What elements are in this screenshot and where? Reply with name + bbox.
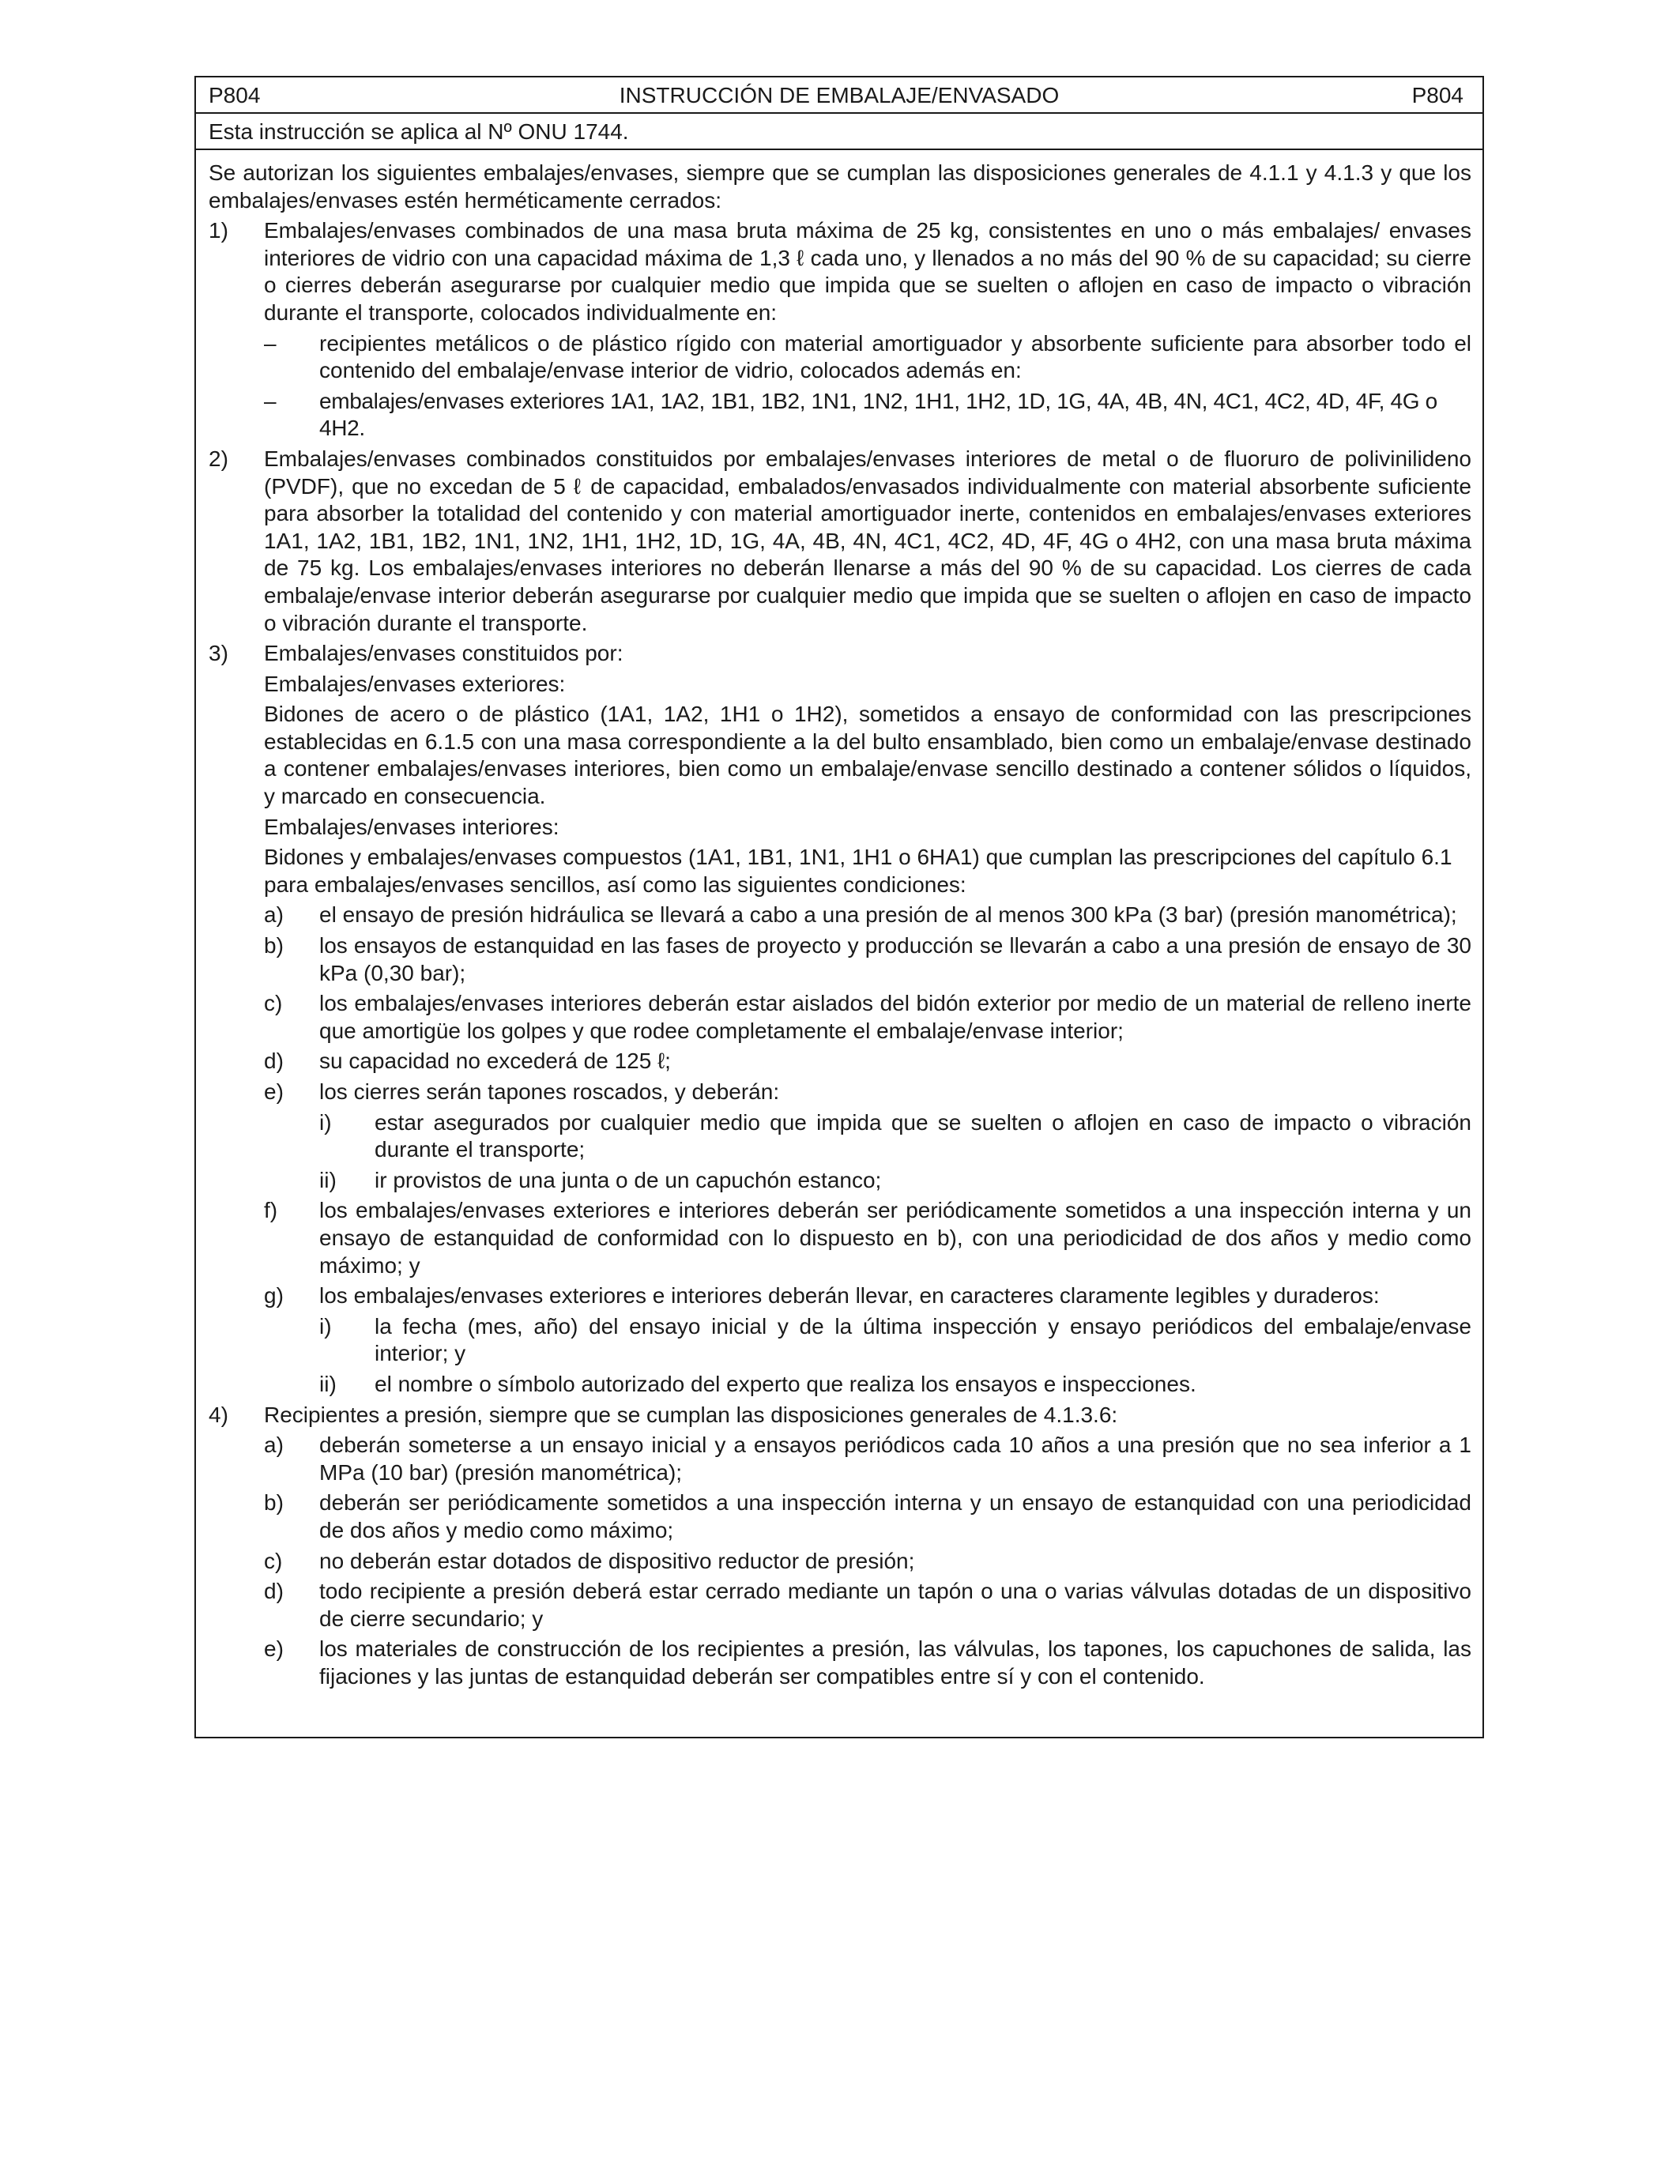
list-item-3 xyxy=(209,640,1471,668)
sub-item-letter: g) xyxy=(264,1283,284,1309)
sub-sub-item-numeral: ii) xyxy=(319,1167,337,1192)
instruction-table xyxy=(194,76,1484,1738)
list-item-2 xyxy=(209,446,1471,637)
sub-item-letter: b) xyxy=(264,933,284,958)
sub-item-c xyxy=(264,990,1471,1045)
sub-item-text: todo recipiente a presión deberá estar cerrado mediante un tapón o una o varias válvulas dotadas de un dispositivo de cierre secundario; y xyxy=(319,1579,1471,1631)
list-item-1 xyxy=(209,217,1471,326)
sub-item-text: deberán ser periódicamente sometidos a una inspección interna y un ensayo de estanquidad con una periodicidad de dos años y medio como máximo; xyxy=(319,1490,1471,1542)
applies-to-row: Esta instrucción se aplica al Nº ONU 1744. xyxy=(196,114,1482,150)
inner-packaging-heading: Embalajes/envases interiores: xyxy=(264,814,559,839)
sub-sub-item-numeral: i) xyxy=(319,1313,332,1339)
sub-item-b xyxy=(264,932,1471,987)
sub-sub-item-text: el nombre o símbolo autorizado del experto que realiza los ensayos e inspecciones. xyxy=(375,1371,1196,1396)
sub-sub-item-text: ir provistos de una junta o de un capuchón estanco; xyxy=(375,1167,882,1192)
intro-paragraph: Se autorizan los siguientes embalajes/envases, siempre que se cumplan las disposiciones generales de 4.1.1 y 4.1.3 y que los embalajes/envases estén herméticamente cerrados: xyxy=(209,160,1471,213)
outer-packaging-text: Bidones de acero o de plástico (1A1, 1A2, 1H1 o 1H2), sometidos a ensayo de conformidad con las prescripciones establecidas en 6.1.5 con una masa correspondiente a la del bulto ensamblado, bien como un embalaje/envase destinado a contener embalajes/envases interiores, bien como un embalaje/envase sencillo destinado a contener sólidos o líquidos, y marcado en consecuencia. xyxy=(264,702,1471,809)
sub-item-text: los cierres serán tapones roscados, y deberán: xyxy=(319,1079,780,1104)
sub-item-d xyxy=(264,1048,1471,1075)
item-number: 2) xyxy=(209,446,228,471)
dash-marker: – xyxy=(264,330,277,356)
page-title: INSTRUCCIÓN DE EMBALAJE/ENVASADO xyxy=(619,83,1060,107)
sub-item-text: deberán someterse a un ensayo inicial y a ensayos periódicos cada 10 años a una presión que no sea inferior a 1 MPa (10 bar) (presión manométrica); xyxy=(319,1433,1471,1485)
sub-item-text: los embalajes/envases exteriores e interiores deberán llevar, en caracteres claramente legibles y duraderos: xyxy=(319,1283,1380,1309)
sub-item-letter: a) xyxy=(264,1433,284,1458)
item-text: Recipientes a presión, siempre que se cumplan las disposiciones generales de 4.1.3.6: xyxy=(264,1402,1118,1427)
sub-item-letter: d) xyxy=(264,1579,284,1604)
sub-item-text: los embalajes/envases interiores deberán estar aislados del bidón exterior por medio de un material de relleno inerte que amortigüe los golpes y que rodee completamente el embalaje/envase interior; xyxy=(319,991,1471,1043)
sub-item-f xyxy=(264,1197,1471,1279)
sub-item-b xyxy=(264,1489,1471,1544)
instruction-code-right: P804 xyxy=(1411,83,1463,107)
sub-item-dash xyxy=(264,388,1471,442)
sub-sub-item-numeral: i) xyxy=(319,1109,332,1135)
sub-item-e xyxy=(264,1079,1471,1106)
outer-packaging-heading: Embalajes/envases exteriores: xyxy=(264,671,566,696)
sub-sub-item-i xyxy=(319,1109,1471,1164)
sub-sub-item-ii xyxy=(319,1167,1471,1195)
sub-item-text: embalajes/envases exteriores 1A1, 1A2, 1B1, 1B2, 1N1, 1N2, 1H1, 1H2, 1D, 1G, 4A, 4B, 4N, 4C1, 4C2, 4D, 4F, 4G o 4H2. xyxy=(319,388,1437,441)
item-text: Embalajes/envases combinados constituidos por embalajes/envases interiores de metal o de fluoruro de polivinilideno (PVDF), que no excedan de 5 ℓ de capacidad, embalados/envasados individualmente con material absorbente suficiente para absorber la totalidad del contenido y con material amortiguador inerte, contenidos en embalajes/envases exteriores 1A1, 1A2, 1B1, 1B2, 1N1, 1N2, 1H1, 1H2, 1D, 1G, 4A, 4B, 4N, 4C1, 4C2, 4D, 4F, 4G o 4H2, con una masa bruta máxima de 75 kg. Los embalajes/envases interiores no deberán llenarse a más del 90 % de su capacidad. Los cierres de cada embalaje/envase interior deberán asegurarse por cualquier medio que impida que se suelten o aflojen en caso de impacto o vibración durante el transporte. xyxy=(264,446,1471,635)
item-number: 1) xyxy=(209,218,228,243)
table-header-row xyxy=(196,77,1482,114)
dash-marker: – xyxy=(264,388,277,413)
sub-item-letter: b) xyxy=(264,1490,284,1516)
sub-item-text: recipientes metálicos o de plástico rígido con material amortiguador y absorbente suficiente para absorber todo el contenido del embalaje/envase interior de vidrio, colocados además en: xyxy=(319,330,1471,383)
sub-item-c xyxy=(264,1548,1471,1576)
sub-item-g xyxy=(264,1282,1471,1310)
sub-item-text: los ensayos de estanquidad en las fases de proyecto y producción se llevarán a cabo a una presión de ensayo de 30 kPa (0,30 bar); xyxy=(319,933,1471,985)
sub-item-text: el ensayo de presión hidráulica se llevará a cabo a una presión de al menos 300 kPa (3 bar) (presión manométrica); xyxy=(319,902,1457,928)
sub-item-e xyxy=(264,1636,1471,1690)
item-number: 3) xyxy=(209,641,228,666)
sub-item-letter: e) xyxy=(264,1079,284,1104)
sub-item-letter: f) xyxy=(264,1198,278,1223)
item-text: Embalajes/envases constituidos por: xyxy=(264,641,623,666)
sub-item-a xyxy=(264,902,1471,929)
sub-item-d xyxy=(264,1578,1471,1632)
sub-item-dash xyxy=(264,330,1471,385)
sub-item-text: su capacidad no excederá de 125 ℓ; xyxy=(319,1049,671,1074)
sub-item-letter: a) xyxy=(264,902,284,928)
sub-item-letter: d) xyxy=(264,1049,284,1074)
sub-sub-item-numeral: ii) xyxy=(319,1371,337,1396)
sub-item-letter: c) xyxy=(264,991,283,1016)
sub-sub-item-text: la fecha (mes, año) del ensayo inicial y de la última inspección y ensayo periódicos del embalaje/envase interior; y xyxy=(375,1313,1471,1366)
item-number: 4) xyxy=(209,1402,228,1427)
inner-packaging-text: Bidones y embalajes/envases compuestos (1A1, 1B1, 1N1, 1H1 o 6HA1) que cumplan las prescripciones del capítulo 6.1 para embalajes/envases sencillos, así como las siguientes condiciones: xyxy=(264,845,1452,897)
sub-sub-item-i xyxy=(319,1313,1471,1368)
sub-sub-item-text: estar asegurados por cualquier medio que impida que se suelten o aflojen en caso de impacto o vibración durante el transporte; xyxy=(375,1109,1471,1162)
provisions-cell xyxy=(209,160,1471,1690)
list-item-4 xyxy=(209,1402,1471,1429)
instruction-code-left: P804 xyxy=(209,83,261,107)
sub-item-a xyxy=(264,1432,1471,1486)
sub-item-text: los materiales de construcción de los recipientes a presión, las válvulas, los tapones, los capuchones de salida, las fijaciones y las juntas de estanquidad deberán ser compatibles entre sí y con el contenido. xyxy=(319,1636,1471,1689)
sub-sub-item-ii xyxy=(319,1371,1471,1399)
sub-item-text: no deberán estar dotados de dispositivo reductor de presión; xyxy=(319,1548,915,1573)
item-text: Embalajes/envases combinados de una masa bruta máxima de 25 kg, consistentes en uno o más embalajes/ envases interiores de vidrio con una capacidad máxima de 1,3 ℓ cada uno, y llenados a no más del 90 % de su capacidad; su cierre o cierres deberán asegurarse por cualquier medio que impida que se suelten o aflojen en caso de impacto o vibración durante el transporte, colocados individualmente en: xyxy=(264,218,1471,325)
sub-item-letter: e) xyxy=(264,1636,284,1662)
sub-item-text: los embalajes/envases exteriores e interiores deberán ser periódicamente sometidos a una inspección interna y un ensayo de estanquidad de conformidad con lo dispuesto en b), con una periodicidad de dos años y medio como máximo; y xyxy=(319,1198,1471,1278)
sub-item-letter: c) xyxy=(264,1548,283,1573)
